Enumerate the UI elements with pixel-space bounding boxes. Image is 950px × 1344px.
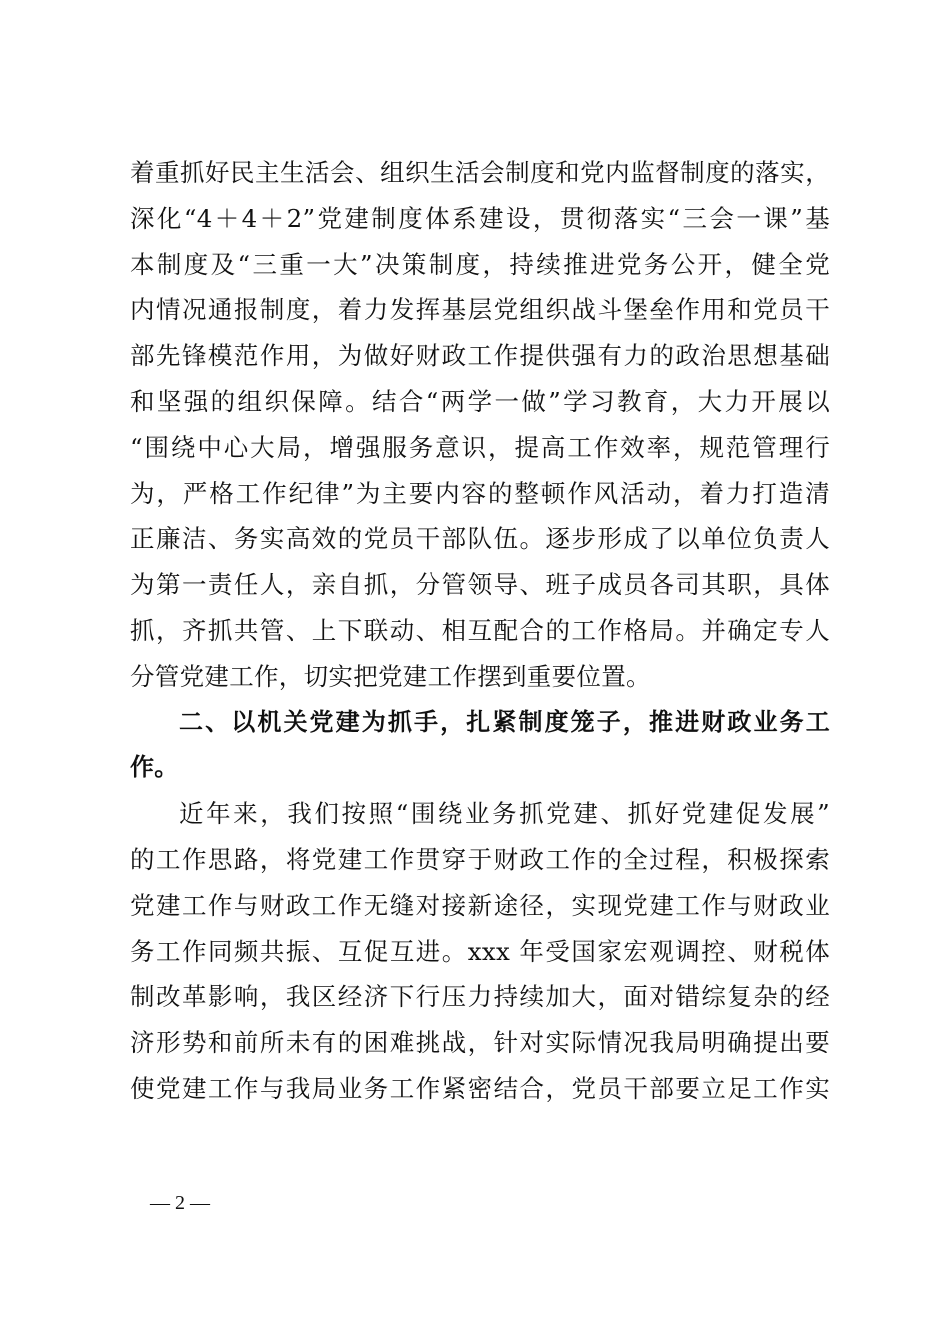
text-line: 部先锋模范作用，为做好财政工作提供强有力的政治思想基础 xyxy=(130,341,830,371)
text-line: 为，严格工作纪律”为主要内容的整顿作风活动，着力打造清 xyxy=(130,478,830,508)
text-line: 使党建工作与我局业务工作紧密结合，党员干部要立足工作实 xyxy=(130,1073,830,1103)
paragraph-party-system xyxy=(130,150,830,700)
heading-line: 作。 xyxy=(130,753,179,782)
page-number: — 2 — xyxy=(150,1192,210,1214)
text-line: “围绕中心大局，增强服务意识，提高工作效率，规范管理行 xyxy=(130,432,830,462)
text-line: 深化“4＋4＋2”党建制度体系建设，贯彻落实“三会一课”基 xyxy=(130,203,830,233)
text-line: 分管党建工作，切实把党建工作摆到重要位置。 xyxy=(130,661,651,691)
text-line: 正廉洁、务实高效的党员干部队伍。逐步形成了以单位负责人 xyxy=(130,524,830,554)
body-text xyxy=(130,150,830,1112)
paragraph-finance-work xyxy=(130,791,830,1112)
text-line: 内情况通报制度，着力发挥基层党组织战斗堡垒作用和党员干 xyxy=(130,295,830,325)
text-line: 为第一责任人，亲自抓，分管领导、班子成员各司其职，具体 xyxy=(130,570,830,600)
text-line: 抓，齐抓共管、上下联动、相互配合的工作格局。并确定专人 xyxy=(130,615,830,645)
text-line: 济形势和前所未有的困难挑战，针对实际情况我局明确提出要 xyxy=(130,1028,830,1058)
text-line: 着重抓好民主生活会、组织生活会制度和党内监督制度的落实， xyxy=(130,158,830,187)
text-line: 党建工作与财政工作无缝对接新途径，实现党建工作与财政业 xyxy=(130,890,830,920)
heading-line: 二、以机关党建为抓手，扎紧制度笼子，推进财政业务工 xyxy=(179,707,830,736)
text-line: 和坚强的组织保障。结合“两学一做”学习教育，大力开展以 xyxy=(130,386,830,416)
text-line: 近年来，我们按照“围绕业务抓党建、抓好党建促发展” xyxy=(179,799,830,829)
section-heading-2 xyxy=(130,700,830,792)
text-line: 的工作思路，将党建工作贯穿于财政工作的全过程，积极探索 xyxy=(130,844,830,874)
text-line: 本制度及“三重一大”决策制度，持续推进党务公开，健全党 xyxy=(130,249,830,279)
text-line: 制改革影响，我区经济下行压力持续加大，面对错综复杂的经 xyxy=(130,982,830,1012)
text-line: 务工作同频共振、互促互进。xxx 年受国家宏观调控、财税体 xyxy=(130,936,830,966)
